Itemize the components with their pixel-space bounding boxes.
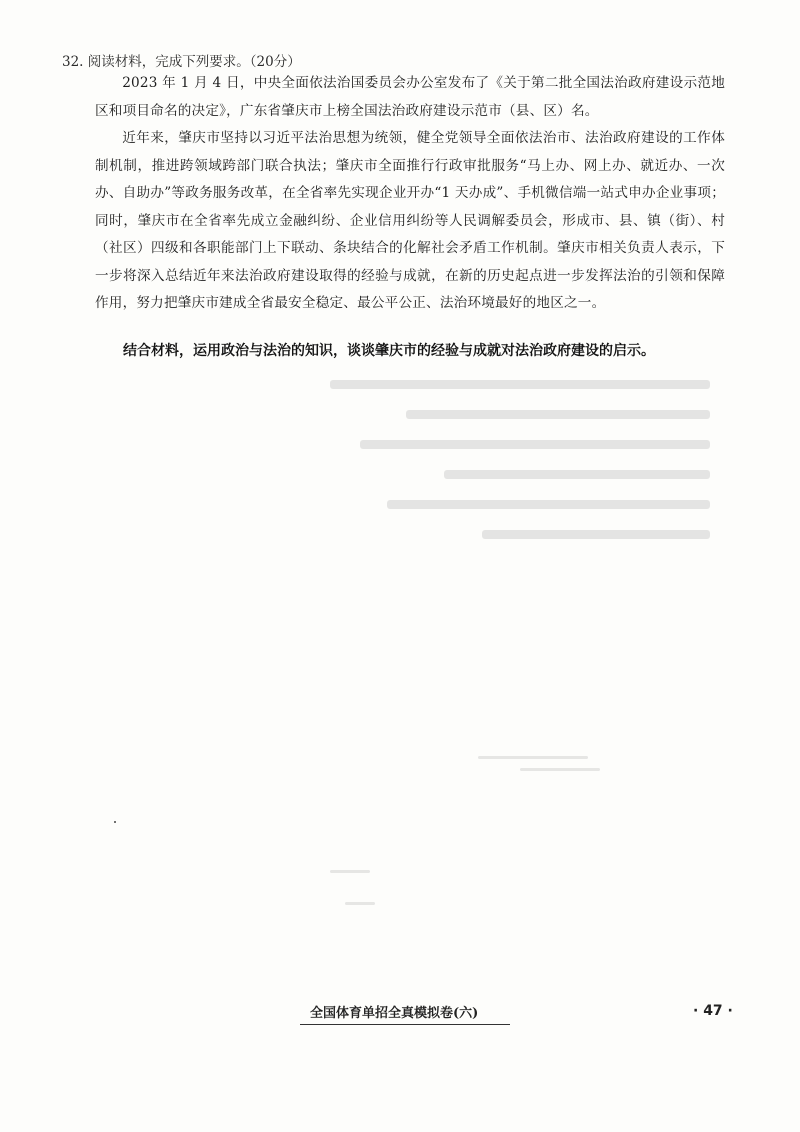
question-header: 32. 阅读材料，完成下列要求。（20分） (62, 54, 301, 70)
material-text (95, 70, 725, 318)
page-number: · 47 · (693, 1003, 733, 1019)
footer-title: 全国体育单招全真模拟卷(六) (310, 1006, 479, 1021)
scan-smudge (478, 756, 588, 759)
bleed-through-artifact (330, 370, 710, 580)
scan-smudge (345, 902, 375, 905)
scan-dot (114, 821, 116, 823)
material-paragraph-2: 近年来，肇庆市坚持以习近平法治思想为统领，健全党领导全面依法治市、法治政府建设的工作体制机制，推进跨领域跨部门联合执法；肇庆市全面推行行政审批服务“马上办、网上办、就近办、一次办、自助办”等政务服务改革，在全省率先实现企业开办“1 天办成”、手机微信端一站式申办企业事项；同时，肇庆市在全省率先成立金融纠纷、企业信用纠纷等人民调解委员会，形成市、县、镇（街）、村（社区）四级和各职能部门上下联动、条块结合的化解社会矛盾工作机制。肇庆市相关负责人表示，下一步将深入总结近年来法治政府建设取得的经验与成就，在新的历史起点进一步发挥法治的引领和保障作用，努力把肇庆市建成全省最安全稳定、最公平公正、法治环境最好的地区之一。 (95, 130, 725, 311)
footer-rule (300, 1024, 510, 1025)
material-paragraph-1: 2023 年 1 月 4 日，中央全面依法治国委员会办公室发布了《关于第二批全国法治政府建设示范地区和项目命名的决定》，广东省肇庆市上榜全国法治政府建设示范市（县、区）名。 (95, 75, 725, 119)
question-task: 结合材料，运用政治与法治的知识，谈谈肇庆市的经验与成就对法治政府建设的启示。 (123, 343, 655, 359)
scan-smudge (520, 768, 600, 771)
scan-smudge (330, 870, 370, 873)
